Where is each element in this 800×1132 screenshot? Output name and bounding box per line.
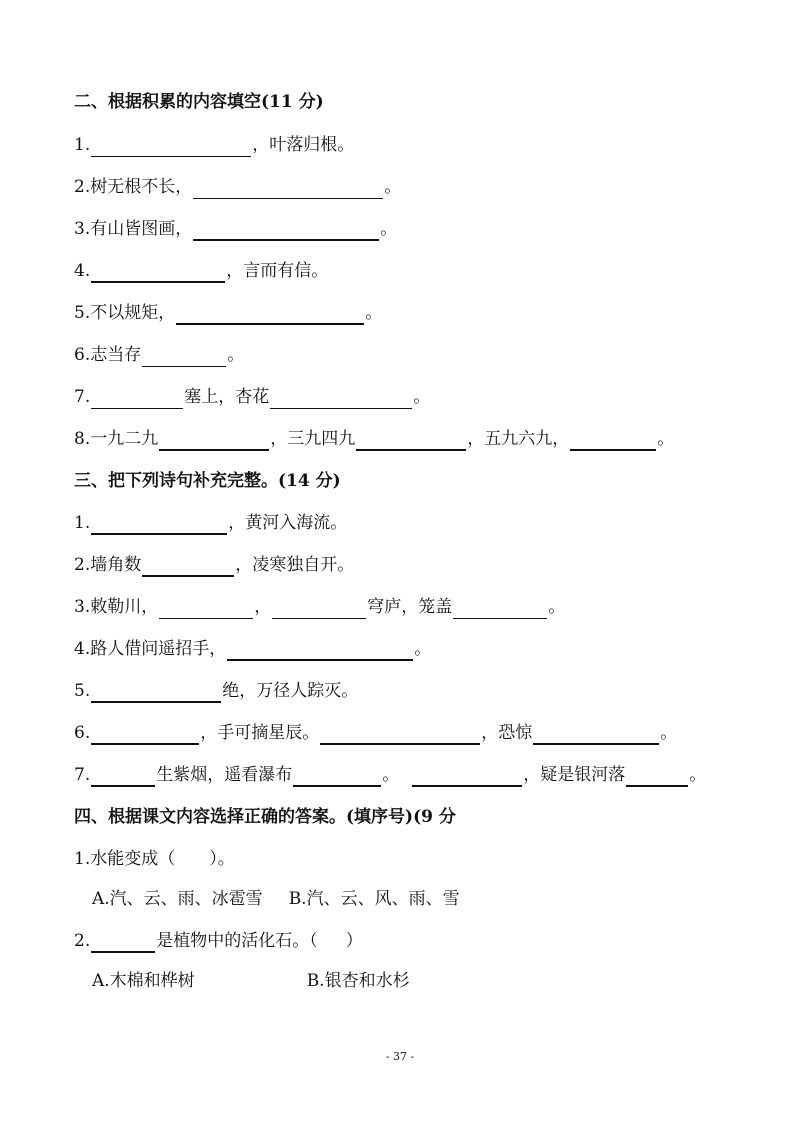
page-number: - 37 - [385, 1050, 415, 1063]
item-text: 。 [413, 387, 431, 407]
item-text: 不以规矩， [90, 303, 176, 323]
item-text: 。 [384, 177, 402, 197]
item-text: ，凌寒独自开。 [235, 555, 355, 575]
item-text: ，疑是银河落 [523, 765, 626, 785]
question-text: 水能变成（ [90, 849, 176, 869]
section4-heading-text: 四、根据课文内容选择正确的答案。(填序号)(9 分 [74, 807, 456, 827]
question-text: ） [345, 931, 363, 951]
answer-blank[interactable] [193, 180, 383, 199]
s2-item-3 [74, 217, 397, 241]
item-text: 路人借问遥招手， [90, 639, 227, 659]
answer-blank[interactable] [293, 767, 381, 787]
s4-q1-options [92, 887, 460, 911]
s2-item-1 [74, 133, 354, 157]
question-text: ）。 [209, 849, 235, 869]
item-text: 树无根不长， [90, 177, 193, 197]
item-text: ，三九四九 [270, 429, 356, 449]
answer-blank[interactable] [412, 767, 522, 787]
answer-blank[interactable] [227, 641, 413, 661]
item-number: 3. [74, 597, 91, 617]
item-number: 5. [74, 303, 91, 323]
item-number: 2. [74, 931, 91, 951]
answer-blank[interactable] [193, 221, 379, 241]
answer-blank[interactable] [159, 431, 269, 451]
answer-blank[interactable] [142, 557, 234, 577]
answer-blank[interactable] [272, 600, 366, 619]
s3-item-6 [74, 721, 677, 745]
s3-item-7 [74, 763, 706, 787]
s3-item-5 [74, 679, 358, 703]
answer-blank[interactable] [91, 390, 183, 409]
item-text: ，言而有信。 [226, 261, 329, 281]
answer-blank[interactable] [176, 305, 364, 325]
answer-blank[interactable] [533, 725, 659, 745]
answer-blank[interactable] [91, 138, 251, 157]
item-number: 7. [74, 387, 91, 407]
section2-heading-text: 二、根据积累的内容填空(11 分) [74, 92, 324, 112]
s4-q2-options [92, 969, 410, 993]
option-b[interactable]: B.汽、云、风、雨、雪 [288, 889, 460, 909]
question-text: 是植物中的活化石。（ [156, 931, 318, 951]
s4-question-2 [74, 929, 363, 953]
item-number: 3. [74, 219, 91, 239]
item-number: 2. [74, 177, 91, 197]
s3-item-4 [74, 637, 431, 661]
answer-blank[interactable] [91, 725, 199, 745]
answer-blank[interactable] [626, 767, 688, 787]
answer-blank[interactable] [159, 600, 253, 619]
item-number: 1. [74, 849, 91, 869]
s2-item-5 [74, 301, 382, 325]
answer-blank[interactable] [320, 725, 480, 745]
answer-blank[interactable] [91, 683, 221, 703]
item-number: 6. [74, 723, 91, 743]
item-number: 4. [74, 261, 91, 281]
item-text: 。 [414, 639, 432, 659]
item-text: ，恐惊 [481, 723, 533, 743]
s2-item-7 [74, 385, 430, 409]
section2-heading [74, 90, 324, 114]
s3-item-2 [74, 553, 354, 577]
s3-item-3 [74, 595, 565, 619]
item-text: 。 [227, 345, 245, 365]
item-text: 穹庐，笼盖 [367, 597, 453, 617]
item-text: ，黄河入海流。 [228, 513, 348, 533]
item-text: 墙角数 [90, 555, 142, 575]
s3-item-1 [74, 511, 347, 535]
s2-item-6 [74, 343, 244, 367]
item-text: 绝，万径人踪灭。 [222, 681, 359, 701]
item-number: 8. [74, 429, 91, 449]
item-number: 2. [74, 555, 91, 575]
option-a[interactable]: A.木棉和桦树 [92, 971, 195, 991]
answer-blank[interactable] [453, 600, 547, 619]
item-text: 。 [660, 723, 678, 743]
item-text: 。 [380, 219, 398, 239]
item-number: 1. [74, 513, 91, 533]
item-text: ，手可摘星辰。 [200, 723, 320, 743]
item-text: 。 [657, 429, 675, 449]
item-text: 。 [382, 765, 400, 785]
section4-heading [74, 805, 456, 829]
answer-blank[interactable] [142, 348, 226, 367]
s2-item-2 [74, 175, 401, 199]
item-text: 志当存 [90, 345, 142, 365]
item-text: 。 [689, 765, 707, 785]
answer-blank[interactable] [270, 390, 412, 409]
item-text: 有山皆图画， [90, 219, 193, 239]
section3-heading-text: 三、把下列诗句补充完整。(14 分) [74, 471, 341, 491]
item-text: 敕勒川， [90, 597, 159, 617]
answer-blank[interactable] [356, 431, 466, 451]
item-text: 一九二九 [90, 429, 159, 449]
item-number: 7. [74, 765, 91, 785]
answer-blank[interactable] [91, 767, 155, 787]
item-text: ， [254, 597, 272, 617]
item-text: 生紫烟，遥看瀑布 [156, 765, 293, 785]
item-text: 。 [548, 597, 566, 617]
item-number: 5. [74, 681, 91, 701]
s2-item-4 [74, 259, 328, 283]
s4-question-1 [74, 847, 235, 871]
item-text: ，叶落归根。 [252, 135, 355, 155]
section3-heading [74, 469, 341, 493]
answer-blank[interactable] [91, 515, 227, 535]
item-text: ，五九六九， [467, 429, 570, 449]
s2-item-8 [74, 427, 674, 451]
answer-blank[interactable] [570, 431, 656, 451]
option-b[interactable]: B.银杏和水杉 [306, 971, 410, 991]
item-number: 1. [74, 135, 91, 155]
item-text: 。 [365, 303, 383, 323]
answer-blank[interactable] [91, 263, 225, 283]
item-text: 塞上，杏花 [184, 387, 270, 407]
item-number: 4. [74, 639, 91, 659]
answer-blank[interactable] [91, 933, 155, 953]
item-number: 6. [74, 345, 91, 365]
option-a[interactable]: A.汽、云、雨、冰雹雪 [92, 889, 263, 909]
